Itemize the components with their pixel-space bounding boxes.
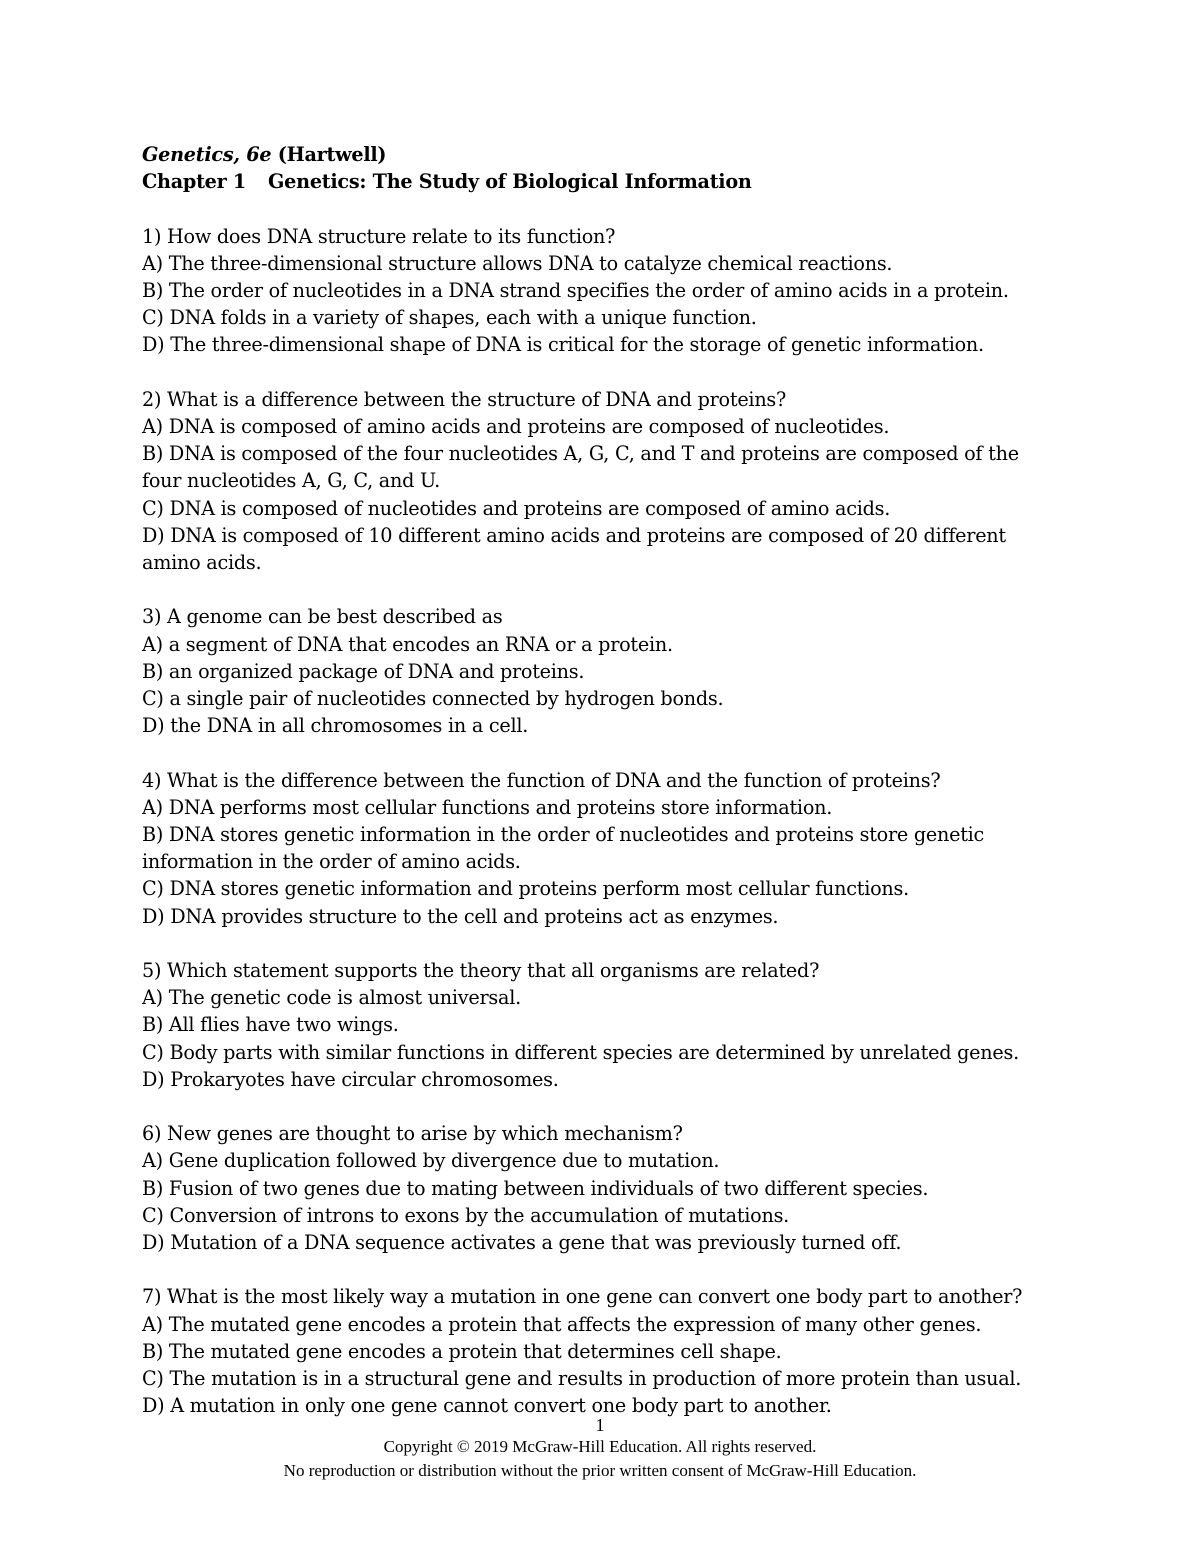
answer-option-a: A) DNA is composed of amino acids and proteins are composed of nucleotides. <box>142 415 890 438</box>
question-stem: 4) What is the difference between the function of DNA and the function of proteins? <box>142 768 941 792</box>
answer-option-c: C) Conversion of introns to exons by the accumulation of mutations. <box>142 1203 790 1227</box>
question-2 <box>142 386 1042 576</box>
chapter-title: Genetics: The Study of Biological Information <box>268 170 752 194</box>
answer-option-c: C) DNA folds in a variety of shapes, each with a unique function. <box>142 306 757 330</box>
answer-option-c: C) DNA stores genetic information and proteins perform most cellular functions. <box>142 877 909 901</box>
question-1 <box>142 223 1042 359</box>
answer-option-d: D) the DNA in all chromosomes in a cell. <box>142 714 529 738</box>
question-5 <box>142 957 1042 1093</box>
question-7 <box>142 1283 1042 1419</box>
question-6 <box>142 1120 1042 1256</box>
book-title-line <box>142 141 1042 168</box>
answer-option-d: D) The three-dimensional shape of DNA is critical for the storage of genetic information. <box>142 333 984 357</box>
answer-option-a: A) a segment of DNA that encodes an RNA or a protein. <box>142 632 673 656</box>
chapter-heading <box>142 168 1042 195</box>
answer-option-b: B) DNA is composed of the four nucleotides A, G, C, and T and proteins are composed of the four nucleotides A, G, C, and U. <box>142 442 1019 493</box>
question-stem: 1) How does DNA structure relate to its function? <box>142 224 616 248</box>
answer-option-d: D) DNA provides structure to the cell and proteins act as enzymes. <box>142 904 779 928</box>
question-stem: 5) Which statement supports the theory that all organisms are related? <box>142 959 820 983</box>
answer-option-a: A) Gene duplication followed by divergence due to mutation. <box>142 1149 720 1173</box>
reproduction-notice: No reproduction or distribution without the prior written consent of McGraw-Hill Education. <box>283 1461 917 1480</box>
answer-option-d: D) Prokaryotes have circular chromosomes. <box>142 1067 559 1091</box>
answer-option-c: C) DNA is composed of nucleotides and proteins are composed of amino acids. <box>142 496 891 520</box>
answer-option-b: B) The order of nucleotides in a DNA strand specifies the order of amino acids in a protein. <box>142 279 1009 302</box>
answer-option-b: B) The mutated gene encodes a protein that determines cell shape. <box>142 1339 782 1363</box>
question-list <box>142 223 1042 1420</box>
answer-option-c: C) a single pair of nucleotides connected by hydrogen bonds. <box>142 687 724 711</box>
question-stem: 3) A genome can be best described as <box>142 605 503 629</box>
answer-option-d: D) Mutation of a DNA sequence activates a gene that was previously turned off. <box>142 1231 902 1255</box>
answer-option-b: B) Fusion of two genes due to mating between individuals of two different species. <box>142 1176 929 1200</box>
answer-option-d: D) A mutation in only one gene cannot convert one body part to another. <box>142 1394 832 1418</box>
question-stem: 2) What is a difference between the structure of DNA and proteins? <box>142 387 787 411</box>
question-stem: 7) What is the most likely way a mutation in one gene can convert one body part to another? <box>142 1285 1023 1309</box>
answer-option-b: B) All flies have two wings. <box>142 1013 399 1037</box>
question-4 <box>142 767 1042 930</box>
answer-option-a: A) The three-dimensional structure allows DNA to catalyze chemical reactions. <box>142 251 893 275</box>
answer-option-c: C) The mutation is in a structural gene and results in production of more protein than usual. <box>142 1367 1022 1391</box>
book-author: (Hartwell) <box>277 143 387 166</box>
chapter-label: Chapter 1 <box>142 170 247 194</box>
answer-option-b: B) DNA stores genetic information in the order of nucleotides and proteins store genetic information in the order of amino acids. <box>142 823 985 874</box>
answer-option-c: C) Body parts with similar functions in different species are determined by unrelated genes. <box>142 1040 1019 1064</box>
answer-option-a: A) The genetic code is almost universal. <box>142 986 521 1010</box>
answer-option-b: B) an organized package of DNA and proteins. <box>142 659 585 683</box>
page-number: 1 <box>595 1415 605 1435</box>
page-content <box>142 141 1042 1447</box>
copyright-notice: Copyright © 2019 McGraw-Hill Education. All rights reserved. <box>383 1437 817 1456</box>
answer-option-a: A) The mutated gene encodes a protein that affects the expression of many other genes. <box>142 1312 982 1336</box>
answer-option-a: A) DNA performs most cellular functions and proteins store information. <box>142 795 833 819</box>
question-3 <box>142 603 1042 739</box>
answer-option-d: D) DNA is composed of 10 different amino acids and proteins are composed of 20 different amino acids. <box>142 523 1006 575</box>
book-title: Genetics, 6e <box>142 143 272 166</box>
question-stem: 6) New genes are thought to arise by which mechanism? <box>142 1122 683 1146</box>
